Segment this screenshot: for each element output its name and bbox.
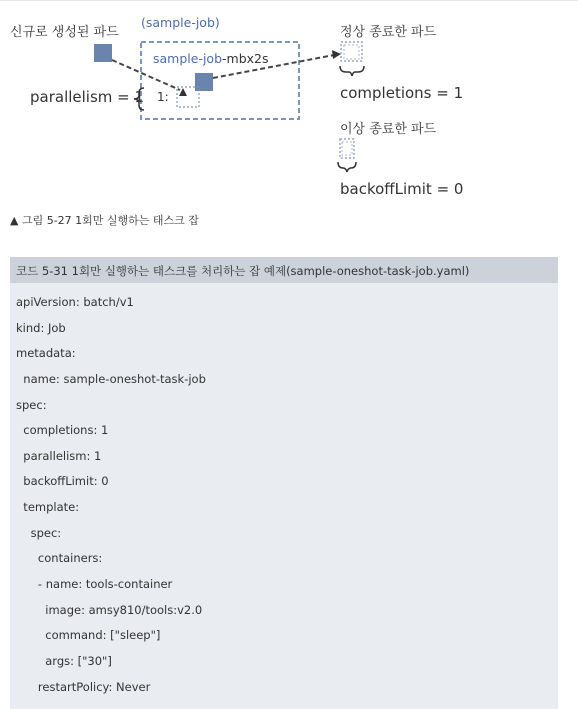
code-line: image: amsy810/tools:v2.0	[16, 603, 203, 617]
code-header	[10, 257, 558, 283]
code-title: 코드 5-31 1회만 실행하는 태스크를 처리하는 잡 예제(sample-oneshot-task-job.yaml)	[16, 264, 470, 278]
code-line: command: ["sleep"]	[16, 628, 161, 642]
code-line: name: sample-oneshot-task-job	[16, 372, 206, 386]
code-listing	[10, 257, 558, 709]
code-line: metadata:	[16, 346, 76, 360]
success-arrowhead	[332, 50, 341, 59]
new-pod-label: 신규로 생성된 파드	[10, 25, 119, 40]
code-line: args: ["30"]	[16, 654, 112, 668]
code-line: spec:	[16, 398, 47, 412]
pod-name-prefix: sample-job	[153, 51, 223, 66]
code-line: - name: tools-container	[16, 577, 173, 591]
figure-caption: ▲ 그림 5-27 1회만 실행하는 태스크 잡	[10, 214, 199, 227]
code-line: spec:	[16, 526, 62, 540]
failure-slot-inner	[342, 142, 352, 155]
pod-name-suffix: -mbx2s	[222, 51, 269, 66]
code-line: template:	[16, 500, 80, 514]
code-line: apiVersion: batch/v1	[16, 295, 134, 309]
code-line: completions: 1	[16, 423, 109, 437]
success-slot-inner	[344, 45, 359, 59]
backoff-limit-label: backoffLimit = 0	[340, 180, 464, 198]
code-line: backoffLimit: 0	[16, 474, 109, 488]
slot-label: 1:	[157, 90, 169, 104]
running-pod-square	[195, 73, 213, 91]
parallelism-label: parallelism = 1	[30, 88, 145, 106]
success-brace	[340, 66, 364, 76]
completions-label: completions = 1	[340, 84, 464, 102]
code-line: containers:	[16, 551, 103, 565]
code-line: kind: Job	[16, 321, 66, 335]
failure-brace	[338, 162, 356, 172]
success-pod-label: 정상 종료한 파드	[340, 25, 437, 40]
code-line: parallelism: 1	[16, 449, 102, 463]
code-line: restartPolicy: Never	[16, 680, 151, 694]
pod-name	[153, 51, 269, 66]
failure-pod-label: 이상 종료한 파드	[340, 122, 437, 137]
job-name-partial-label: (sample-job)	[141, 15, 220, 30]
new-pod-square	[94, 44, 112, 62]
